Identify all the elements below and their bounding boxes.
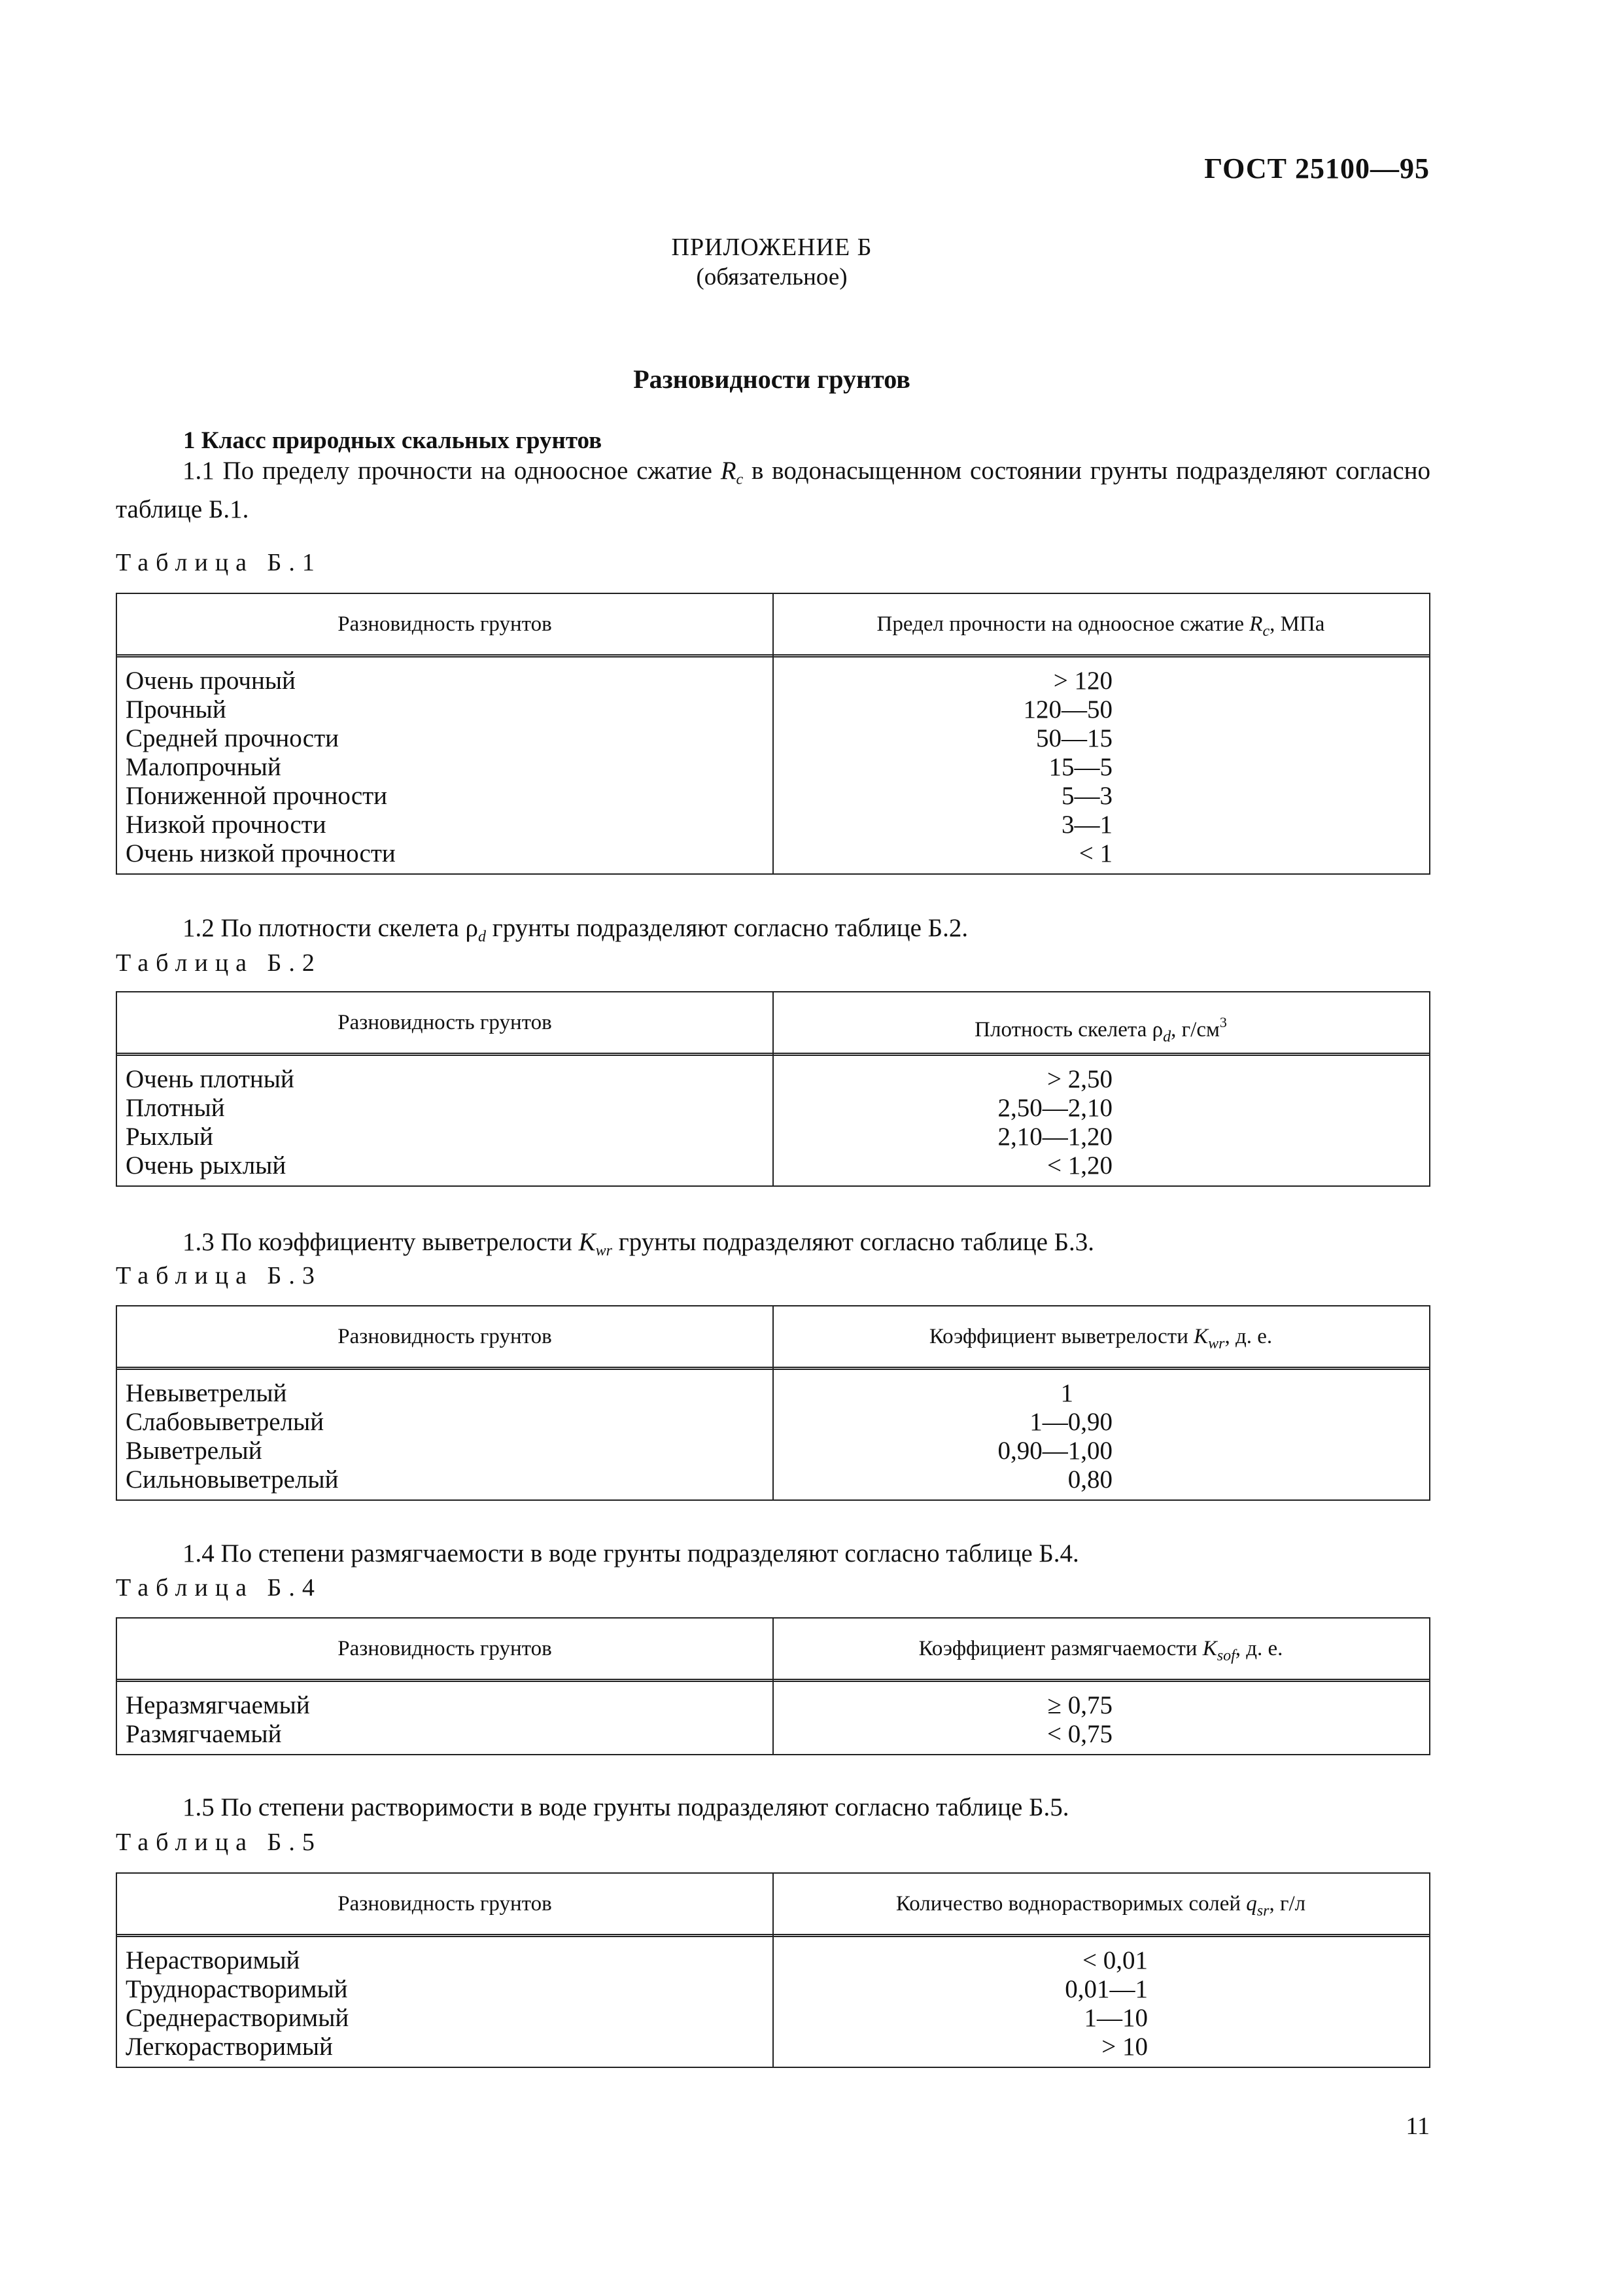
- table-row: Выветрелый 0,90—1,00: [126, 1437, 1113, 1465]
- table-b4: [116, 1617, 1430, 1755]
- column-header-strength: Предел прочности на одноосное сжатие $R_c$, МПа: [876, 612, 1325, 640]
- appendix-subtitle: (обязательное): [696, 264, 848, 290]
- appendix-title: ПРИЛОЖЕНИЕ Б: [671, 234, 872, 261]
- table-row: Рыхлый 2,10—1,20: [126, 1123, 1113, 1151]
- column-header-soil-variety: Разновидность грунтов: [337, 1325, 552, 1348]
- table-row: Средней прочности 50—15: [126, 724, 1113, 752]
- table-row: Очень прочный > 120: [126, 667, 1113, 695]
- table-row: Плотный 2,50—2,10: [126, 1094, 1113, 1122]
- table-row: Легкорастворимый > 10: [126, 2033, 1148, 2061]
- table-label-b1: Таблица Б.1: [116, 549, 322, 576]
- table-body: [117, 657, 1429, 873]
- column-header-soil-variety: Разновидность грунтов: [337, 1637, 552, 1660]
- table-row: Среднерастворимый 1—10: [126, 2004, 1148, 2032]
- table-row: Слабовыветрелый 1—0,90: [126, 1408, 1113, 1436]
- table-label-b3: Таблица Б.3: [116, 1262, 322, 1289]
- table-row: Труднорастворимый 0,01—1: [126, 1975, 1148, 2003]
- table-header: [117, 594, 1429, 657]
- table-header: [117, 1619, 1429, 1682]
- table-row: Очень низкой прочности < 1: [126, 839, 1113, 867]
- document-code: ГОСТ 25100—95: [1204, 152, 1430, 184]
- table-header: [117, 1306, 1429, 1370]
- table-row: Размягчаемый < 0,75: [126, 1720, 1113, 1748]
- section-heading: Разновидности грунтов: [633, 364, 910, 394]
- table-header: [117, 992, 1429, 1056]
- column-header-weathering: Коэффициент выветрелости $K_{wr}$, д. е.: [929, 1325, 1273, 1352]
- table-body: [117, 1682, 1429, 1754]
- table-row: Очень рыхлый < 1,20: [126, 1151, 1113, 1180]
- subsection-heading: 1 Класс природных скальных грунтов: [183, 427, 602, 454]
- column-header-soil-variety: Разновидность грунтов: [337, 1892, 552, 1916]
- paragraph-1-5: 1.5 По степени растворимости в воде грунты подразделяют согласно таблице Б.5.: [182, 1793, 1069, 1821]
- table-row: Пониженной прочности 5—3: [126, 782, 1113, 810]
- paragraph-1-2: 1.2 По плотности скелета $\rho_d$ грунты подразделяют согласно таблице Б.2.: [182, 914, 969, 945]
- paragraph-1-4: 1.4 По степени размягчаемости в воде грунты подразделяют согласно таблице Б.4.: [182, 1539, 1079, 1568]
- page-number: 11: [1406, 2112, 1430, 2140]
- table-label-b4: Таблица Б.4: [116, 1574, 322, 1602]
- table-row: Невыветрелый 1: [126, 1379, 1073, 1407]
- paragraph-1-1: 1.1 По пределу прочности на одноосное сжатие $R_c$ в водонасыщенном состоянии грунты подразделяют согласно таблице Б.1.: [116, 457, 1430, 523]
- table-b2: [116, 991, 1430, 1187]
- table-b3: [116, 1305, 1430, 1501]
- table-header: [117, 1874, 1429, 1937]
- table-row: Нерастворимый < 0,01: [126, 1946, 1148, 1974]
- table-body: [117, 1056, 1429, 1185]
- column-header-softening: Коэффициент размягчаемости $K_{sof}$, д. е.: [918, 1637, 1283, 1664]
- paragraph-1-3: 1.3 По коэффициенту выветрелости $K_{wr}$ грунты подразделяют согласно таблице Б.3.: [182, 1228, 1095, 1259]
- column-header-density: Плотность скелета $\rho_d$, $г/см^3$: [975, 1014, 1227, 1045]
- column-header-solubility: Количество воднорастворимых солей $q_{sr}$, г/л: [895, 1892, 1306, 1919]
- table-row: Малопрочный 15—5: [126, 753, 1113, 781]
- table-row: Прочный 120—50: [126, 695, 1113, 724]
- table-body: [117, 1937, 1429, 2067]
- table-row: Неразмягчаемый ≥ 0,75: [126, 1691, 1113, 1719]
- table-row: Низкой прочности 3—1: [126, 811, 1113, 839]
- table-row: Сильновыветрелый 0,80: [126, 1465, 1113, 1494]
- column-header-soil-variety: Разновидность грунтов: [337, 612, 552, 636]
- table-label-b2: Таблица Б.2: [116, 949, 322, 977]
- table-body: [117, 1370, 1429, 1499]
- column-header-soil-variety: Разновидность грунтов: [337, 1011, 552, 1034]
- table-b1: [116, 593, 1430, 875]
- table-b5: [116, 1872, 1430, 2068]
- table-row: Очень плотный > 2,50: [126, 1065, 1113, 1093]
- table-label-b5: Таблица Б.5: [116, 1829, 322, 1856]
